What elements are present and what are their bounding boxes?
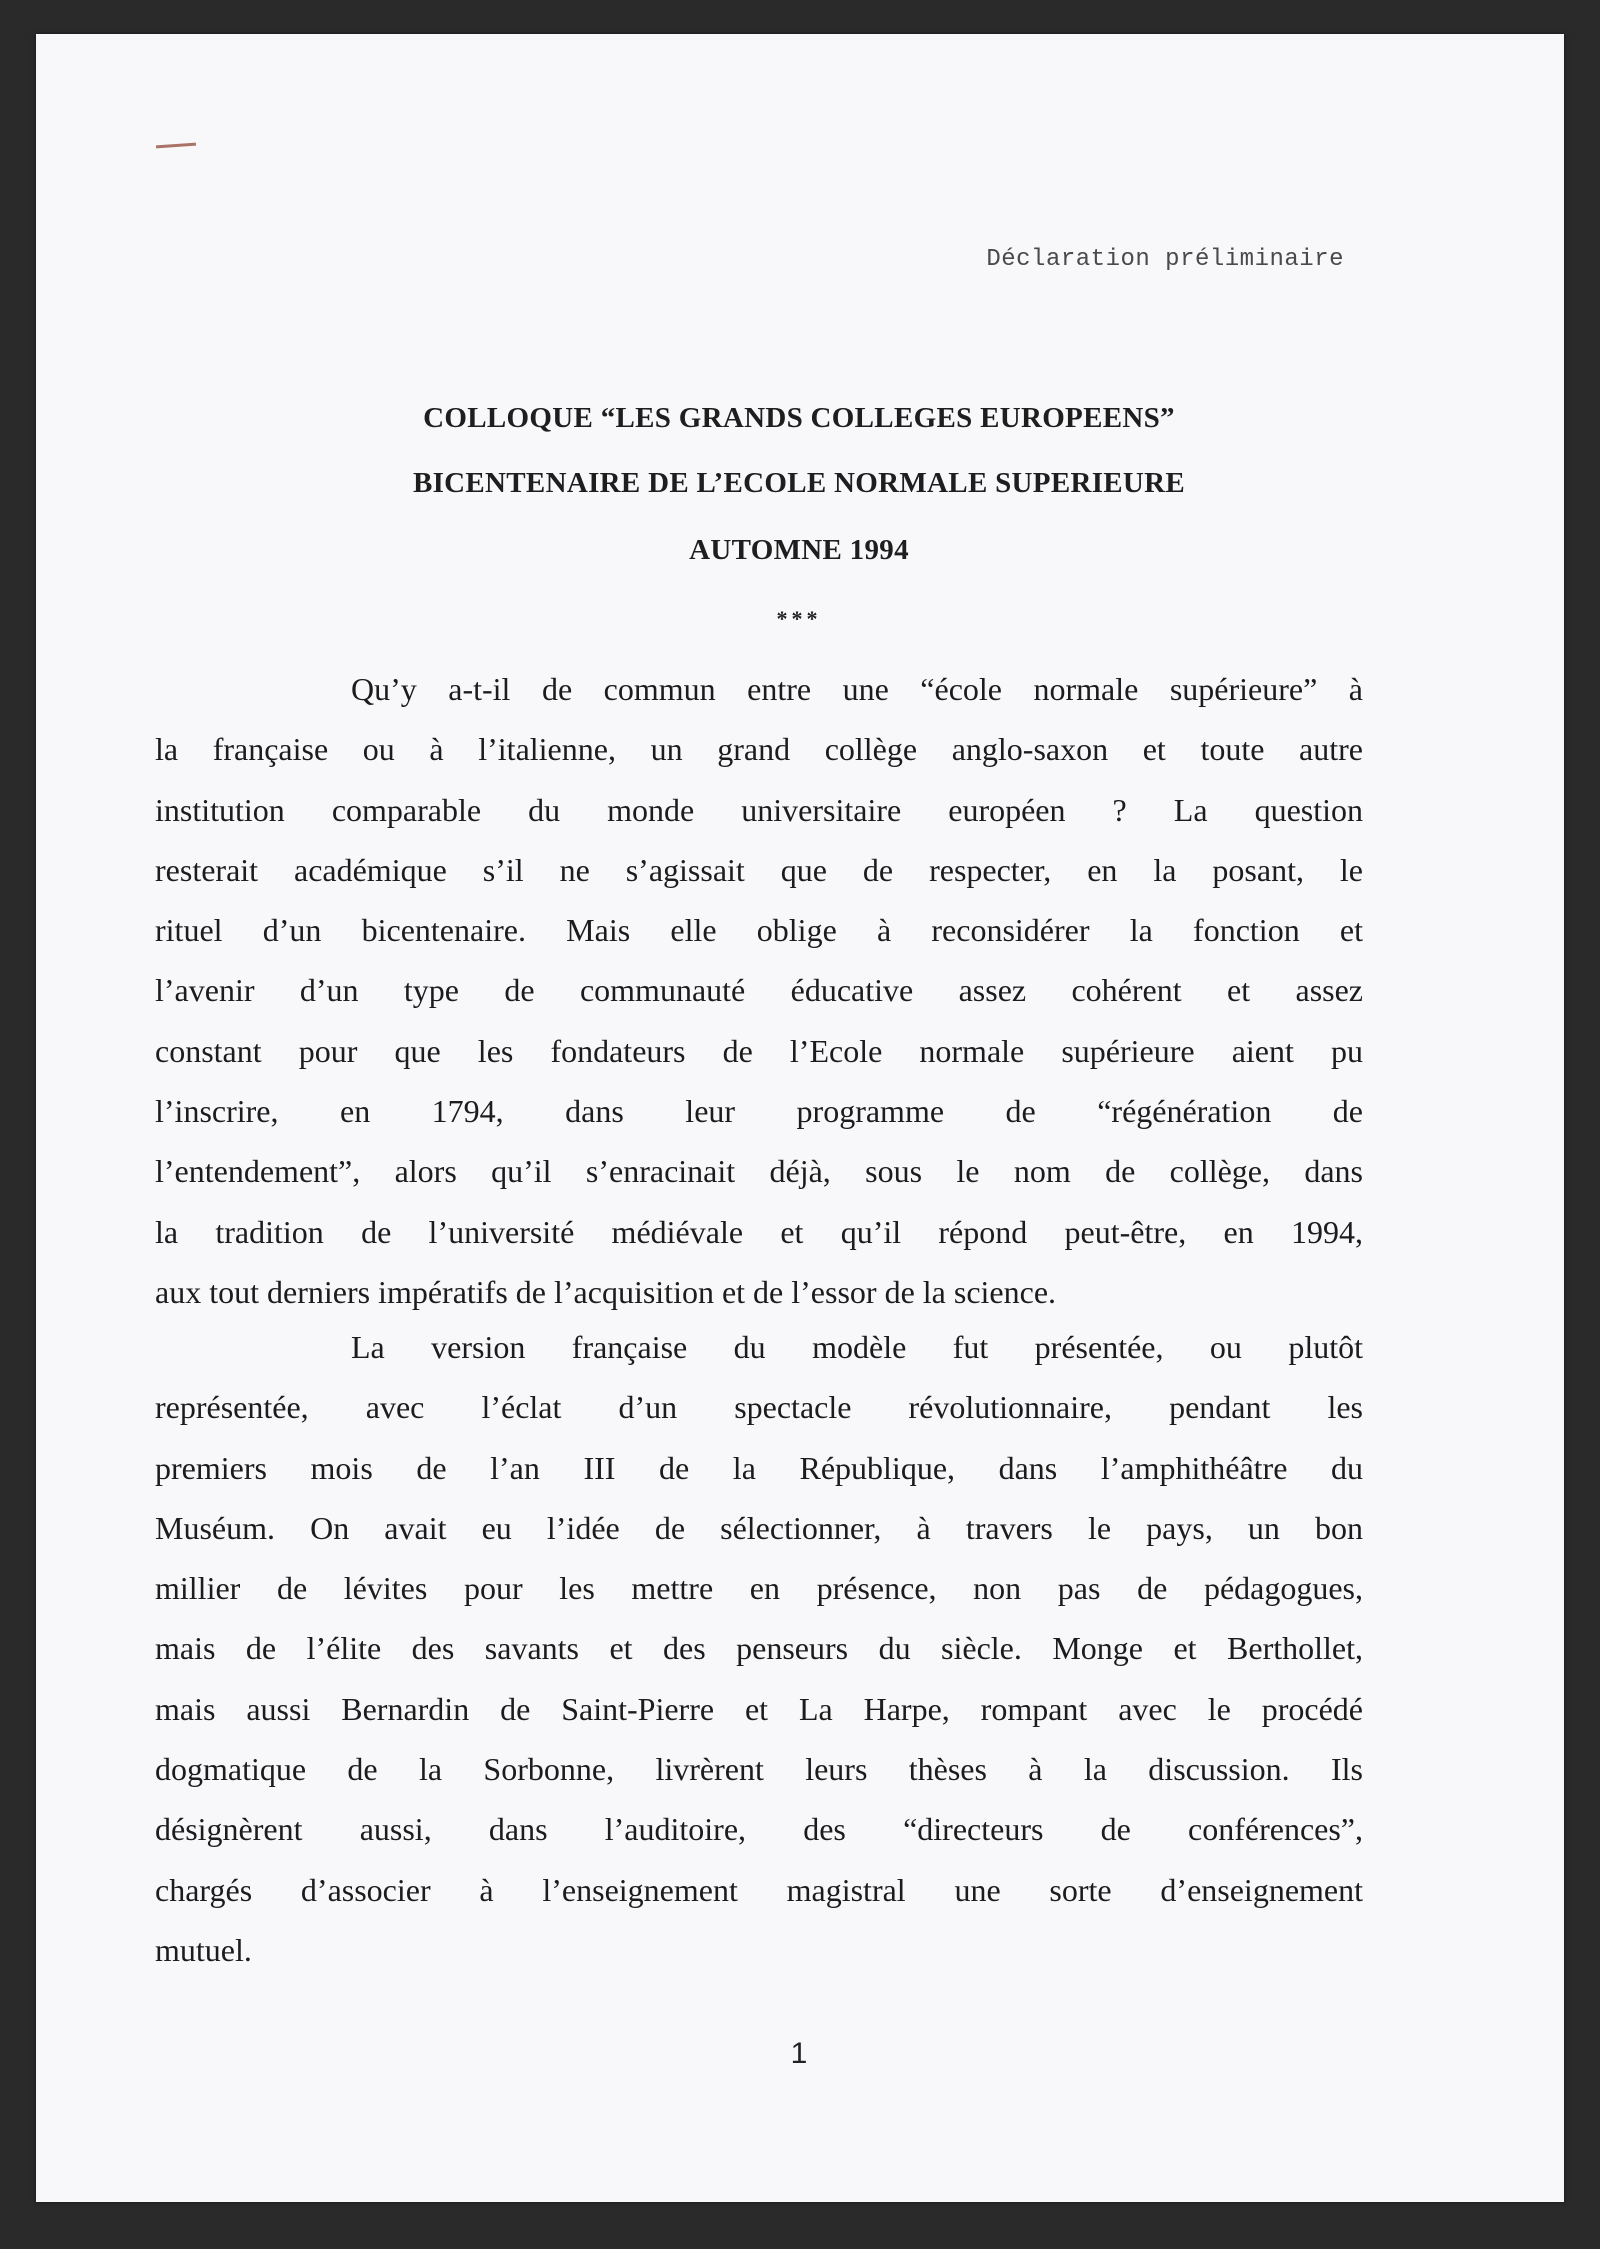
title-line-3: AUTOMNE 1994 [689, 534, 909, 566]
title-line-1: COLLOQUE “LES GRANDS COLLEGES EUROPEENS” [423, 402, 1175, 434]
text-line: l’avenir d’un type de communauté éducative assez cohérent et assez [155, 972, 1363, 1009]
paragraph-1 [155, 667, 1363, 1330]
text-line: resterait académique s’il ne s’agissait que de respecter, en la posant, le [155, 851, 1363, 888]
scan-mark [156, 143, 196, 149]
document-page [36, 34, 1564, 2202]
text-line: la tradition de l’université médiévale et qu’il répond peut-être, en 1994, [155, 1213, 1363, 1250]
title-line-2: BICENTENAIRE DE L’ECOLE NORMALE SUPERIEURE [412, 467, 1186, 499]
text-line: l’entendement”, alors qu’il s’enracinait déjà, sous le nom de collège, dans [155, 1153, 1363, 1190]
separator: *** [776, 606, 822, 631]
text-line: Qu’y a-t-il de commun entre une “école normale supérieure” à [351, 671, 1363, 707]
text-line: mais de l’élite des savants et des penseurs du siècle. Monge et Berthollet, [155, 1630, 1363, 1667]
text-line: premiers mois de l’an III de la République, dans l’amphithéâtre du [155, 1449, 1363, 1486]
text-line: la française ou à l’italienne, un grand collège anglo-saxon et toute autre [155, 731, 1363, 768]
text-line: millier de lévites pour les mettre en présence, non pas de pédagogues, [155, 1570, 1363, 1607]
text-line: Muséum. On avait eu l’idée de sélectionner, à travers le pays, un bon [155, 1509, 1363, 1546]
text-line: chargés d’associer à l’enseignement magistral une sorte d’enseignement [155, 1871, 1363, 1908]
text-line: mais aussi Bernardin de Saint-Pierre et La Harpe, rompant avec le procédé [155, 1690, 1363, 1727]
page-number: 1 [790, 2037, 808, 2070]
text-line: mutuel. [155, 1931, 252, 1968]
text-line: désignèrent aussi, dans l’auditoire, des “directeurs de conférences”, [155, 1811, 1363, 1848]
text-line: dogmatique de la Sorbonne, livrèrent leurs thèses à la discussion. Ils [155, 1751, 1363, 1788]
text-line: constant pour que les fondateurs de l’Ecole normale supérieure aient pu [155, 1032, 1363, 1069]
text-line: représentée, avec l’éclat d’un spectacle révolutionnaire, pendant les [155, 1389, 1363, 1426]
text-line: aux tout derniers impératifs de l’acquisition et de l’essor de la science. [155, 1273, 1057, 1310]
document-header: Déclaration préliminaire [986, 246, 1344, 273]
text-line: rituel d’un bicentenaire. Mais elle oblige à reconsidérer la fonction et [155, 912, 1363, 949]
paragraph-2 [155, 1325, 1363, 1988]
text-line: institution comparable du monde universitaire européen ? La question [155, 791, 1363, 828]
text-line: l’inscrire, en 1794, dans leur programme de “régénération de [155, 1093, 1363, 1130]
text-line: La version française du modèle fut présentée, ou plutôt [351, 1329, 1363, 1365]
